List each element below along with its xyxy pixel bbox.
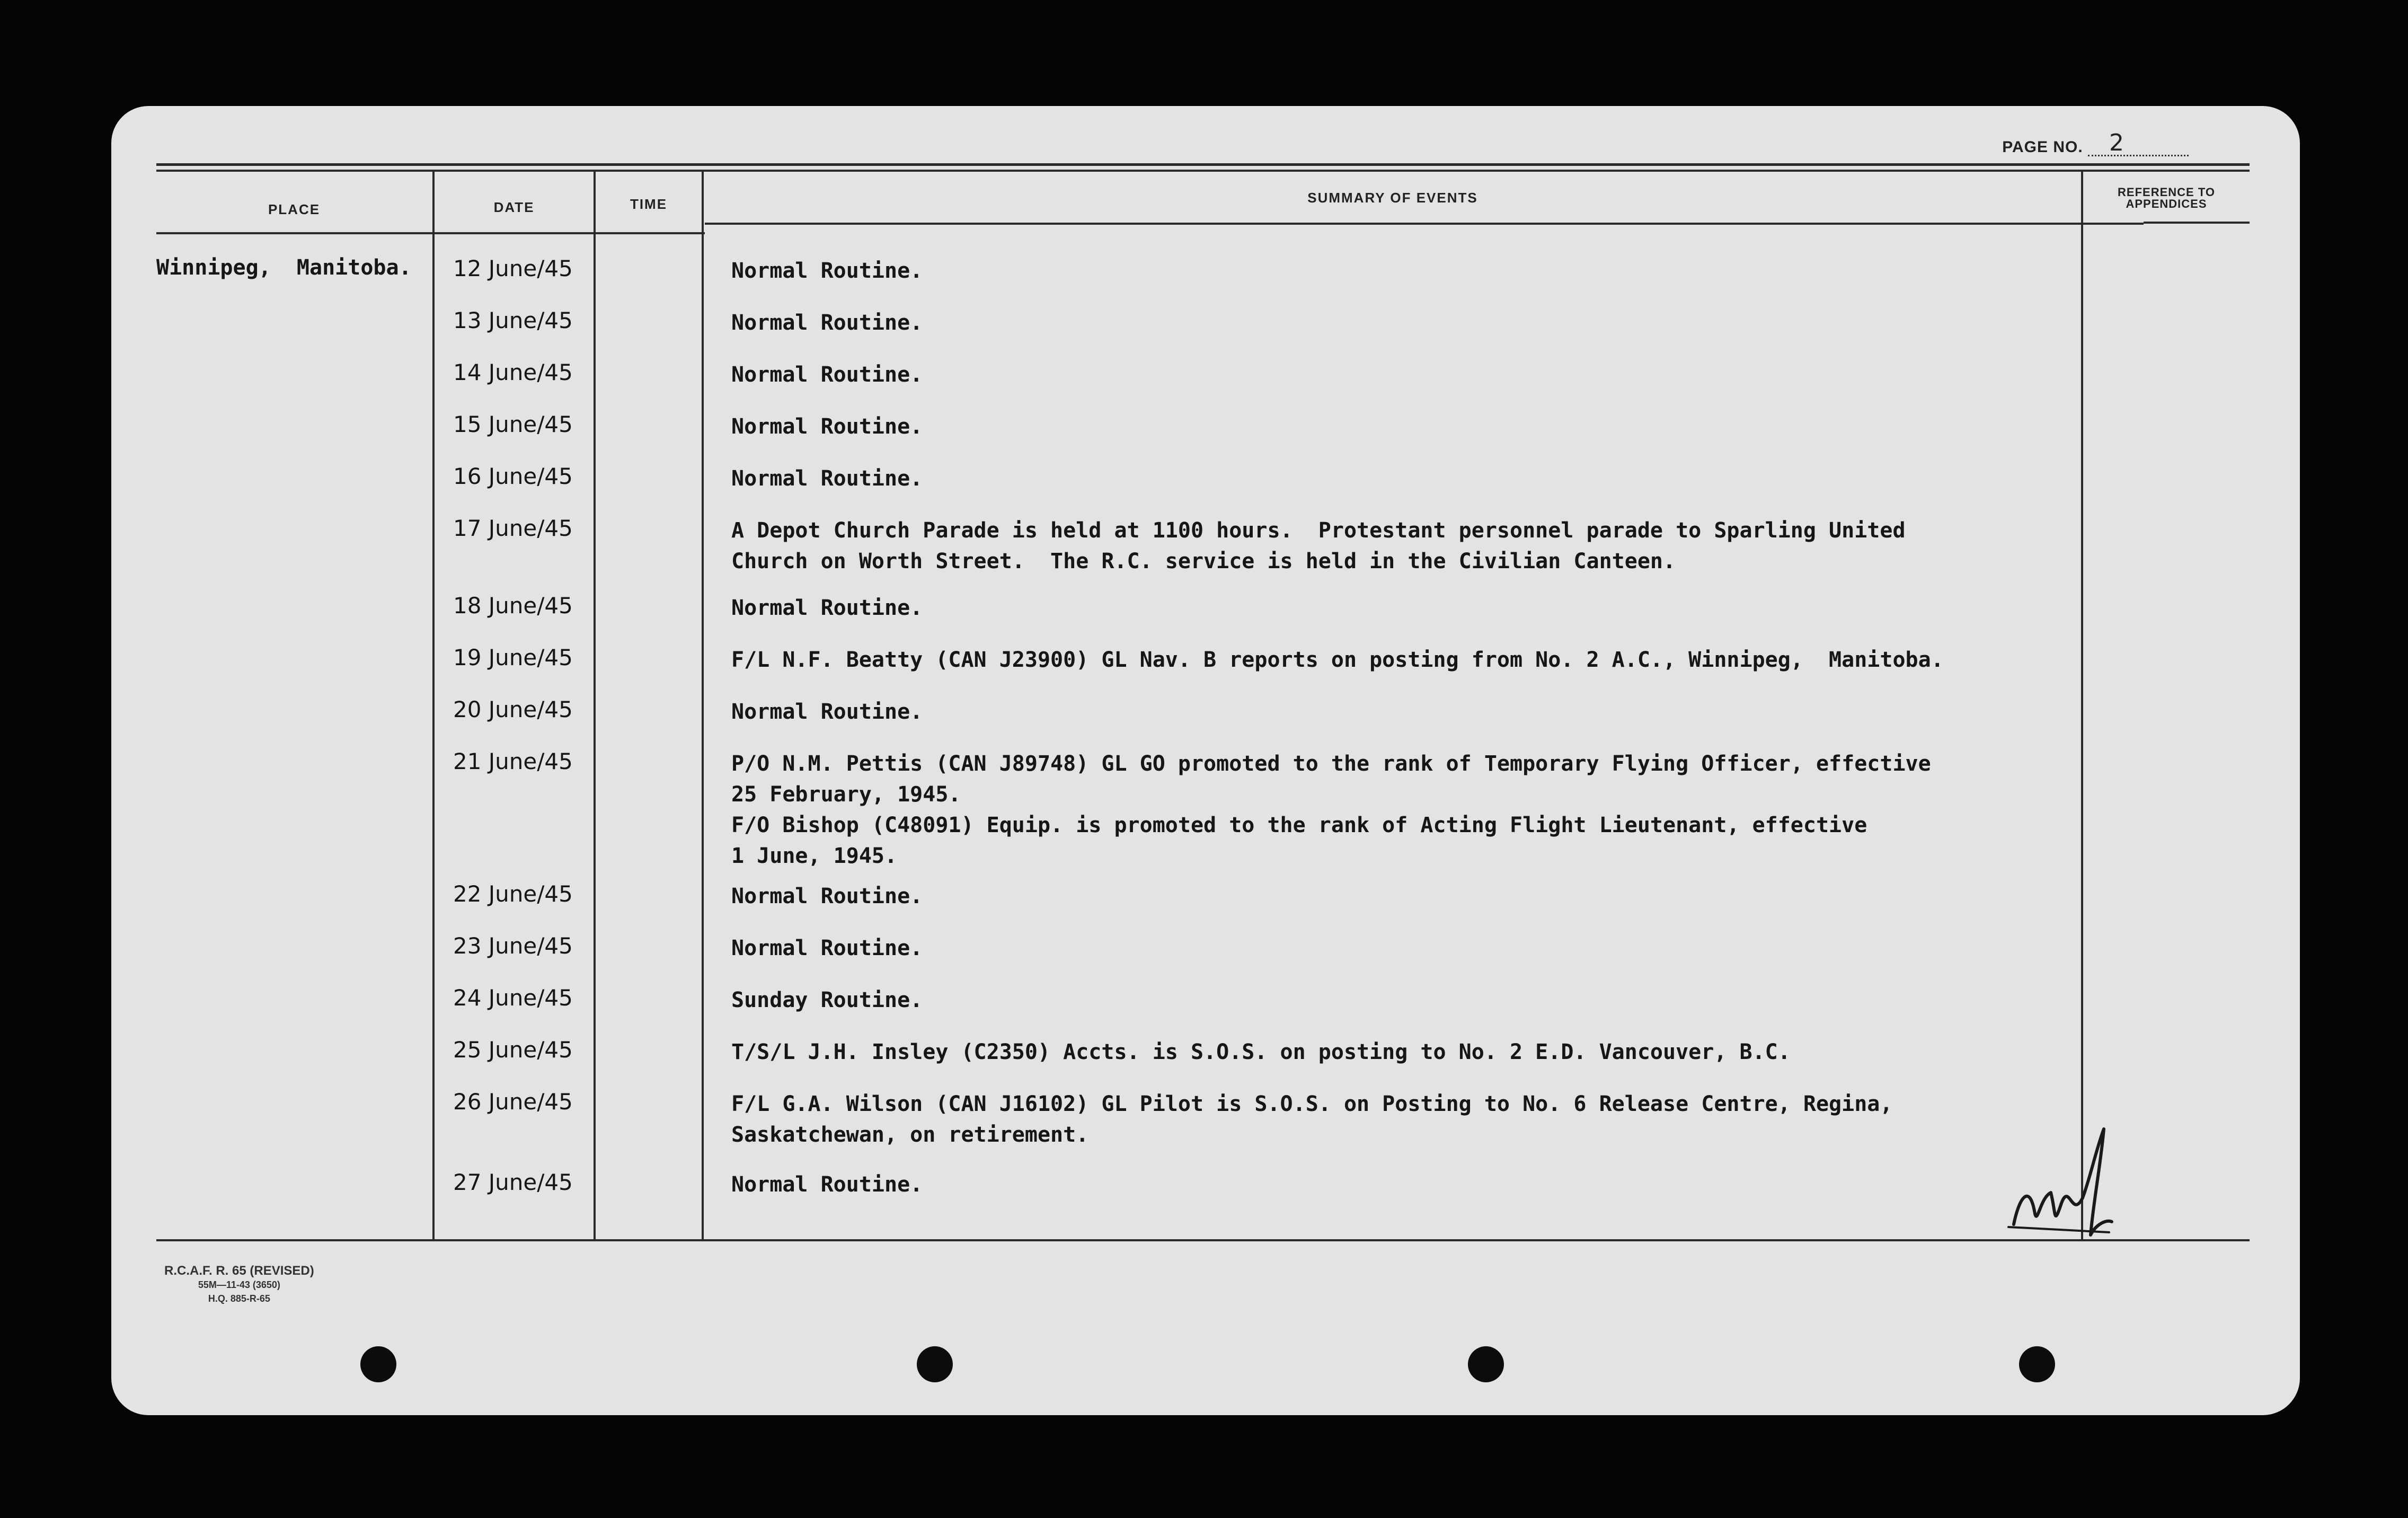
entry-summary: Normal Routine. [731, 414, 923, 439]
entry-summary: Normal Routine. [731, 700, 923, 724]
top-rule [156, 163, 2250, 166]
entry-date: 21 June/45 [453, 748, 573, 774]
binder-hole [360, 1346, 396, 1382]
entry-summary: Normal Routine. [731, 363, 923, 387]
entry-summary: F/L G.A. Wilson (CAN J16102) GL Pilot is S.O.S. on Posting to No. 6 Release Centre, Regina, Saskatchewan, on retirement. [731, 1092, 1893, 1147]
entry-summary: P/O N.M. Pettis (CAN J89748) GL GO promoted to the rank of Temporary Flying Officer, effective 25 February, 1945. F/O Bishop (C48091) Equip. is promoted to the rank of Acting Flight Lieutenant, effective 1 June, 1945. [731, 752, 1931, 868]
entry-date: 12 June/45 [453, 255, 573, 281]
header-rule-left [156, 232, 705, 234]
entry-summary: F/L N.F. Beatty (CAN J23900) GL Nav. B reports on posting from No. 2 A.C., Winnipeg, Manitoba. [731, 648, 1944, 672]
place-text: Winnipeg, Manitoba. [156, 255, 412, 280]
binder-hole [1468, 1346, 1504, 1382]
entry-date: 14 June/45 [453, 359, 573, 385]
column-divider-place-date [432, 172, 435, 1240]
header-reference [2083, 187, 2250, 210]
entry-summary: Sunday Routine. [731, 988, 923, 1012]
form-identifier [164, 1264, 314, 1305]
header-rule-reference [2144, 222, 2250, 224]
entry-summary: T/S/L J.H. Insley (C2350) Accts. is S.O.S. on posting to No. 2 E.D. Vancouver, B.C. [731, 1040, 1791, 1064]
top-rule-2 [156, 170, 2250, 172]
entry-date: 13 June/45 [453, 307, 573, 333]
header-place: PLACE [268, 201, 321, 217]
entry-date: 18 June/45 [453, 593, 573, 619]
entry-summary: Normal Routine. [731, 936, 923, 960]
entry-date: 26 June/45 [453, 1089, 573, 1115]
binder-hole [2019, 1346, 2055, 1382]
handwritten-initials-signature [2003, 1118, 2120, 1246]
header-date: DATE [493, 199, 535, 215]
entry-summary: Normal Routine. [731, 311, 923, 335]
entry-summary: Normal Routine. [731, 466, 923, 491]
entry-date: 17 June/45 [453, 515, 573, 541]
entry-date: 15 June/45 [453, 411, 573, 437]
page-number [2002, 131, 2189, 156]
entry-date: 25 June/45 [453, 1037, 573, 1063]
form-identifier-line1: R.C.A.F. R. 65 (REVISED) [164, 1264, 314, 1278]
header-reference-line1: REFERENCE TO [2118, 186, 2215, 199]
form-identifier-line2: 55M—11-43 (3650) [198, 1279, 280, 1290]
entry-date: 27 June/45 [453, 1169, 573, 1195]
binder-hole [917, 1346, 953, 1382]
bottom-rule [156, 1239, 2250, 1241]
diary-page [111, 106, 2300, 1415]
header-rule-summary [705, 223, 2144, 225]
header-time: TIME [630, 196, 668, 212]
header-summary: SUMMARY OF EVENTS [1307, 190, 1478, 206]
entry-date: 24 June/45 [453, 985, 573, 1011]
header-reference-line2: APPENDICES [2126, 197, 2207, 210]
page-number-value: 2 [2088, 131, 2189, 156]
entry-date: 16 June/45 [453, 463, 573, 489]
entry-summary: Normal Routine. [731, 596, 923, 620]
entry-summary: Normal Routine. [731, 259, 923, 283]
entry-date: 23 June/45 [453, 933, 573, 959]
form-identifier-line3: H.Q. 885-R-65 [208, 1293, 270, 1304]
entry-date: 19 June/45 [453, 645, 573, 670]
entry-summary: Normal Routine. [731, 1172, 923, 1197]
entry-date: 22 June/45 [453, 881, 573, 907]
entry-date: 20 June/45 [453, 696, 573, 722]
entry-summary: Normal Routine. [731, 884, 923, 908]
entry-summary: A Depot Church Parade is held at 1100 hours. Protestant personnel parade to Sparling United Church on Worth Street. The R.C. service is held in the Civilian Canteen. [731, 518, 1906, 573]
page-number-label: PAGE NO. [2002, 138, 2083, 156]
